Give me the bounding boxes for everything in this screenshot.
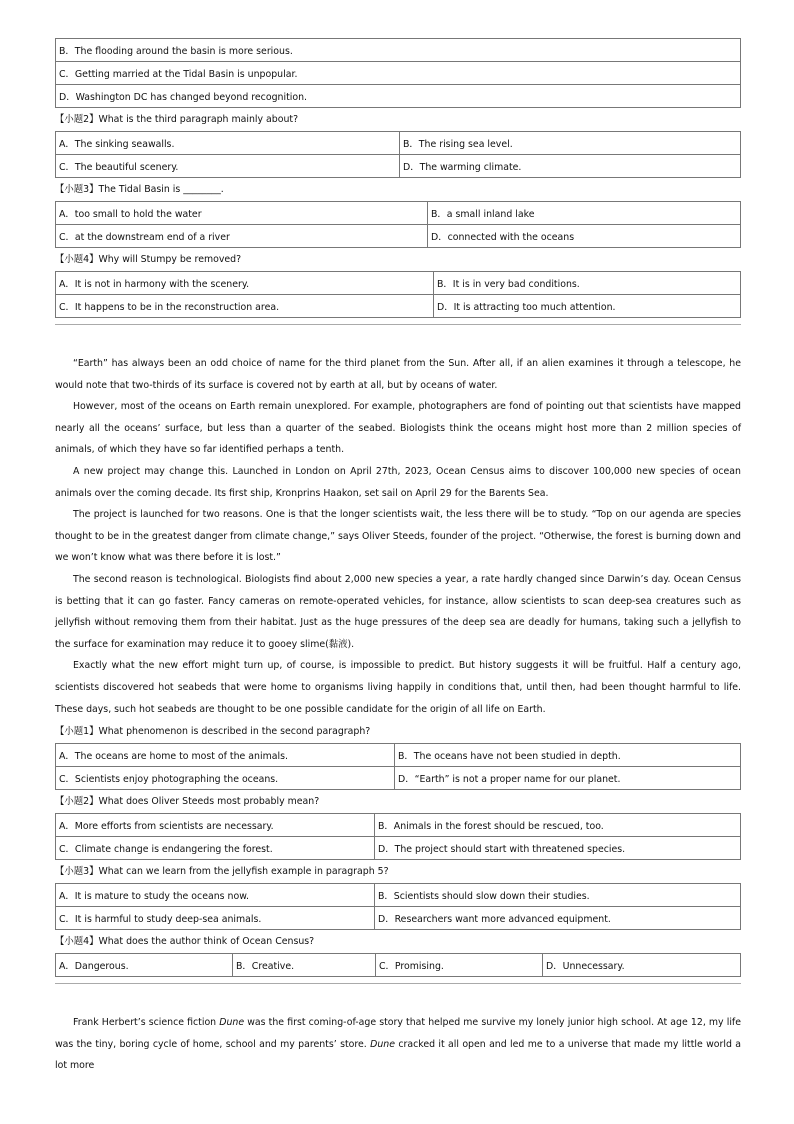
worksheet-page — [55, 38, 741, 1077]
question-stem: 【小题2】What is the third paragraph mainly about? — [55, 114, 299, 125]
option-b[interactable]: B．The oceans have not been studied in depth. — [395, 744, 741, 767]
option-d[interactable]: D．Washington DC has changed beyond recognition. — [56, 85, 741, 108]
option-c[interactable]: C．Climate change is endangering the forest. — [56, 837, 375, 860]
paragraph: Exactly what the new effort might turn up, of course, is impossible to predict. But history suggests it will be fruitful. Half a century ago, scientists discovered hot seabeds that were home to organisms living happily in conditions that, until then, had been thought harmful to life. These days, such hot seabeds are thought to be one possible candidate for the origin of all life on Earth. — [55, 660, 741, 715]
option-c[interactable]: C．It happens to be in the reconstruction area. — [56, 295, 434, 318]
option-c[interactable]: C．Scientists enjoy photographing the oceans. — [56, 767, 395, 790]
option-a[interactable]: A．More efforts from scientists are necessary. — [56, 814, 375, 837]
option-a[interactable]: A．Dangerous. — [56, 954, 233, 977]
option-c[interactable]: C．It is harmful to study deep-sea animals. — [56, 907, 375, 930]
question-stem: 【小题3】The Tidal Basin is ________. — [55, 184, 224, 195]
text-run: was the first coming-of-age story that helped me survive my lonely junior high school. At age 12, my life was the tiny, boring cycle of home, school and my parents’ store. — [55, 1017, 742, 1050]
option-d[interactable]: D．“Earth” is not a proper name for our planet. — [395, 767, 741, 790]
book-title: Dune — [370, 1038, 395, 1050]
option-a[interactable]: A．too small to hold the water — [56, 202, 428, 225]
paragraph: “Earth” has always been an odd choice of name for the third planet from the Sun. After all, if an alien examines it through a telescope, he would note that two-thirds of its surface is covered not by earth at all, but by oceans of water. — [55, 358, 741, 391]
option-d[interactable]: D．The warming climate. — [400, 155, 741, 178]
set1-q3-options — [55, 201, 741, 248]
question-stem: 【小题1】What phenomenon is described in the second paragraph? — [55, 726, 371, 738]
text-run: cracked it all open and led me to a universe that made my little world a lot more — [55, 1038, 742, 1072]
paragraph: However, most of the oceans on Earth remain unexplored. For example, photographers are fond of pointing out that scientists have mapped nearly all the oceans’ surface, but less than a quarter of the seabed. Biologists think the oceans might host more than 2 million species of animals, of which they have so far identified perhaps a tenth. — [55, 401, 741, 456]
option-b[interactable]: B．The flooding around the basin is more serious. — [56, 39, 741, 62]
option-b[interactable]: B．It is in very bad conditions. — [434, 272, 741, 295]
set1-top-options — [55, 38, 741, 108]
set1-q2-options — [55, 131, 741, 178]
question-stem: 【小题4】What does the author think of Ocean Census? — [55, 936, 315, 948]
set2-q1-options — [55, 743, 741, 790]
option-b[interactable]: B．Animals in the forest should be rescued, too. — [375, 814, 741, 837]
set2-q3-options — [55, 883, 741, 930]
paragraph: The project is launched for two reasons. One is that the longer scientists wait, the less there will be to study. “Top on our agenda are species thought to be in the greatest danger from climate change,” says Oliver Steeds, founder of the project. “Otherwise, the forest is burning down and we won’t know what was there before it is lost.” — [55, 509, 741, 564]
set1-q4-options — [55, 271, 741, 318]
option-b[interactable]: B．a small inland lake — [428, 202, 741, 225]
option-b[interactable]: B．Creative. — [233, 954, 376, 977]
set2-q4-options — [55, 953, 741, 977]
option-d[interactable]: D．Researchers want more advanced equipment. — [375, 907, 741, 930]
option-a[interactable]: A．It is not in harmony with the scenery. — [56, 272, 434, 295]
option-c[interactable]: C．Getting married at the Tidal Basin is unpopular. — [56, 62, 741, 85]
option-a[interactable]: A．The oceans are home to most of the animals. — [56, 744, 395, 767]
option-a[interactable]: A．The sinking seawalls. — [56, 132, 400, 155]
option-c[interactable]: C．The beautiful scenery. — [56, 155, 400, 178]
next-passage-paragraph — [55, 1012, 741, 1077]
section-divider — [55, 983, 741, 984]
set2-q2-options — [55, 813, 741, 860]
option-d[interactable]: D．connected with the oceans — [428, 225, 741, 248]
question-stem: 【小题4】Why will Stumpy be removed? — [55, 254, 242, 265]
option-d[interactable]: D．It is attracting too much attention. — [434, 295, 741, 318]
reading-passage — [55, 353, 741, 720]
question-stem: 【小题2】What does Oliver Steeds most probably mean? — [55, 796, 320, 808]
text-run: Frank Herbert’s science fiction — [73, 1017, 220, 1029]
option-d[interactable]: D．The project should start with threatened species. — [375, 837, 741, 860]
option-c[interactable]: C．Promising. — [376, 954, 543, 977]
paragraph: The second reason is technological. Biologists find about 2,000 new species a year, a rate hardly changed since Darwin’s day. Ocean Census is betting that it can go faster. Fancy cameras on remote-operated vehicles, for instance, allow scientists to scan deep-sea creatures such as jellyfish without removing them from their habitat. Just as the huge pressures of the deep sea are deadly for humans, taking such a jellyfish to the surface for examination may reduce it to gooey slime(黏液). — [55, 573, 741, 650]
option-b[interactable]: B．Scientists should slow down their studies. — [375, 884, 741, 907]
question-stem: 【小题3】What can we learn from the jellyfish example in paragraph 5? — [55, 866, 389, 878]
option-d[interactable]: D．Unnecessary. — [543, 954, 741, 977]
section-divider — [55, 324, 741, 325]
option-b[interactable]: B．The rising sea level. — [400, 132, 741, 155]
paragraph: A new project may change this. Launched in London on April 27th, 2023, Ocean Census aims to discover 100,000 new species of ocean animals over the coming decade. Its first ship, Kronprins Haakon, set sail on April 29 for the Barents Sea. — [55, 465, 741, 499]
book-title: Dune — [219, 1017, 245, 1029]
option-a[interactable]: A．It is mature to study the oceans now. — [56, 884, 375, 907]
option-c[interactable]: C．at the downstream end of a river — [56, 225, 428, 248]
